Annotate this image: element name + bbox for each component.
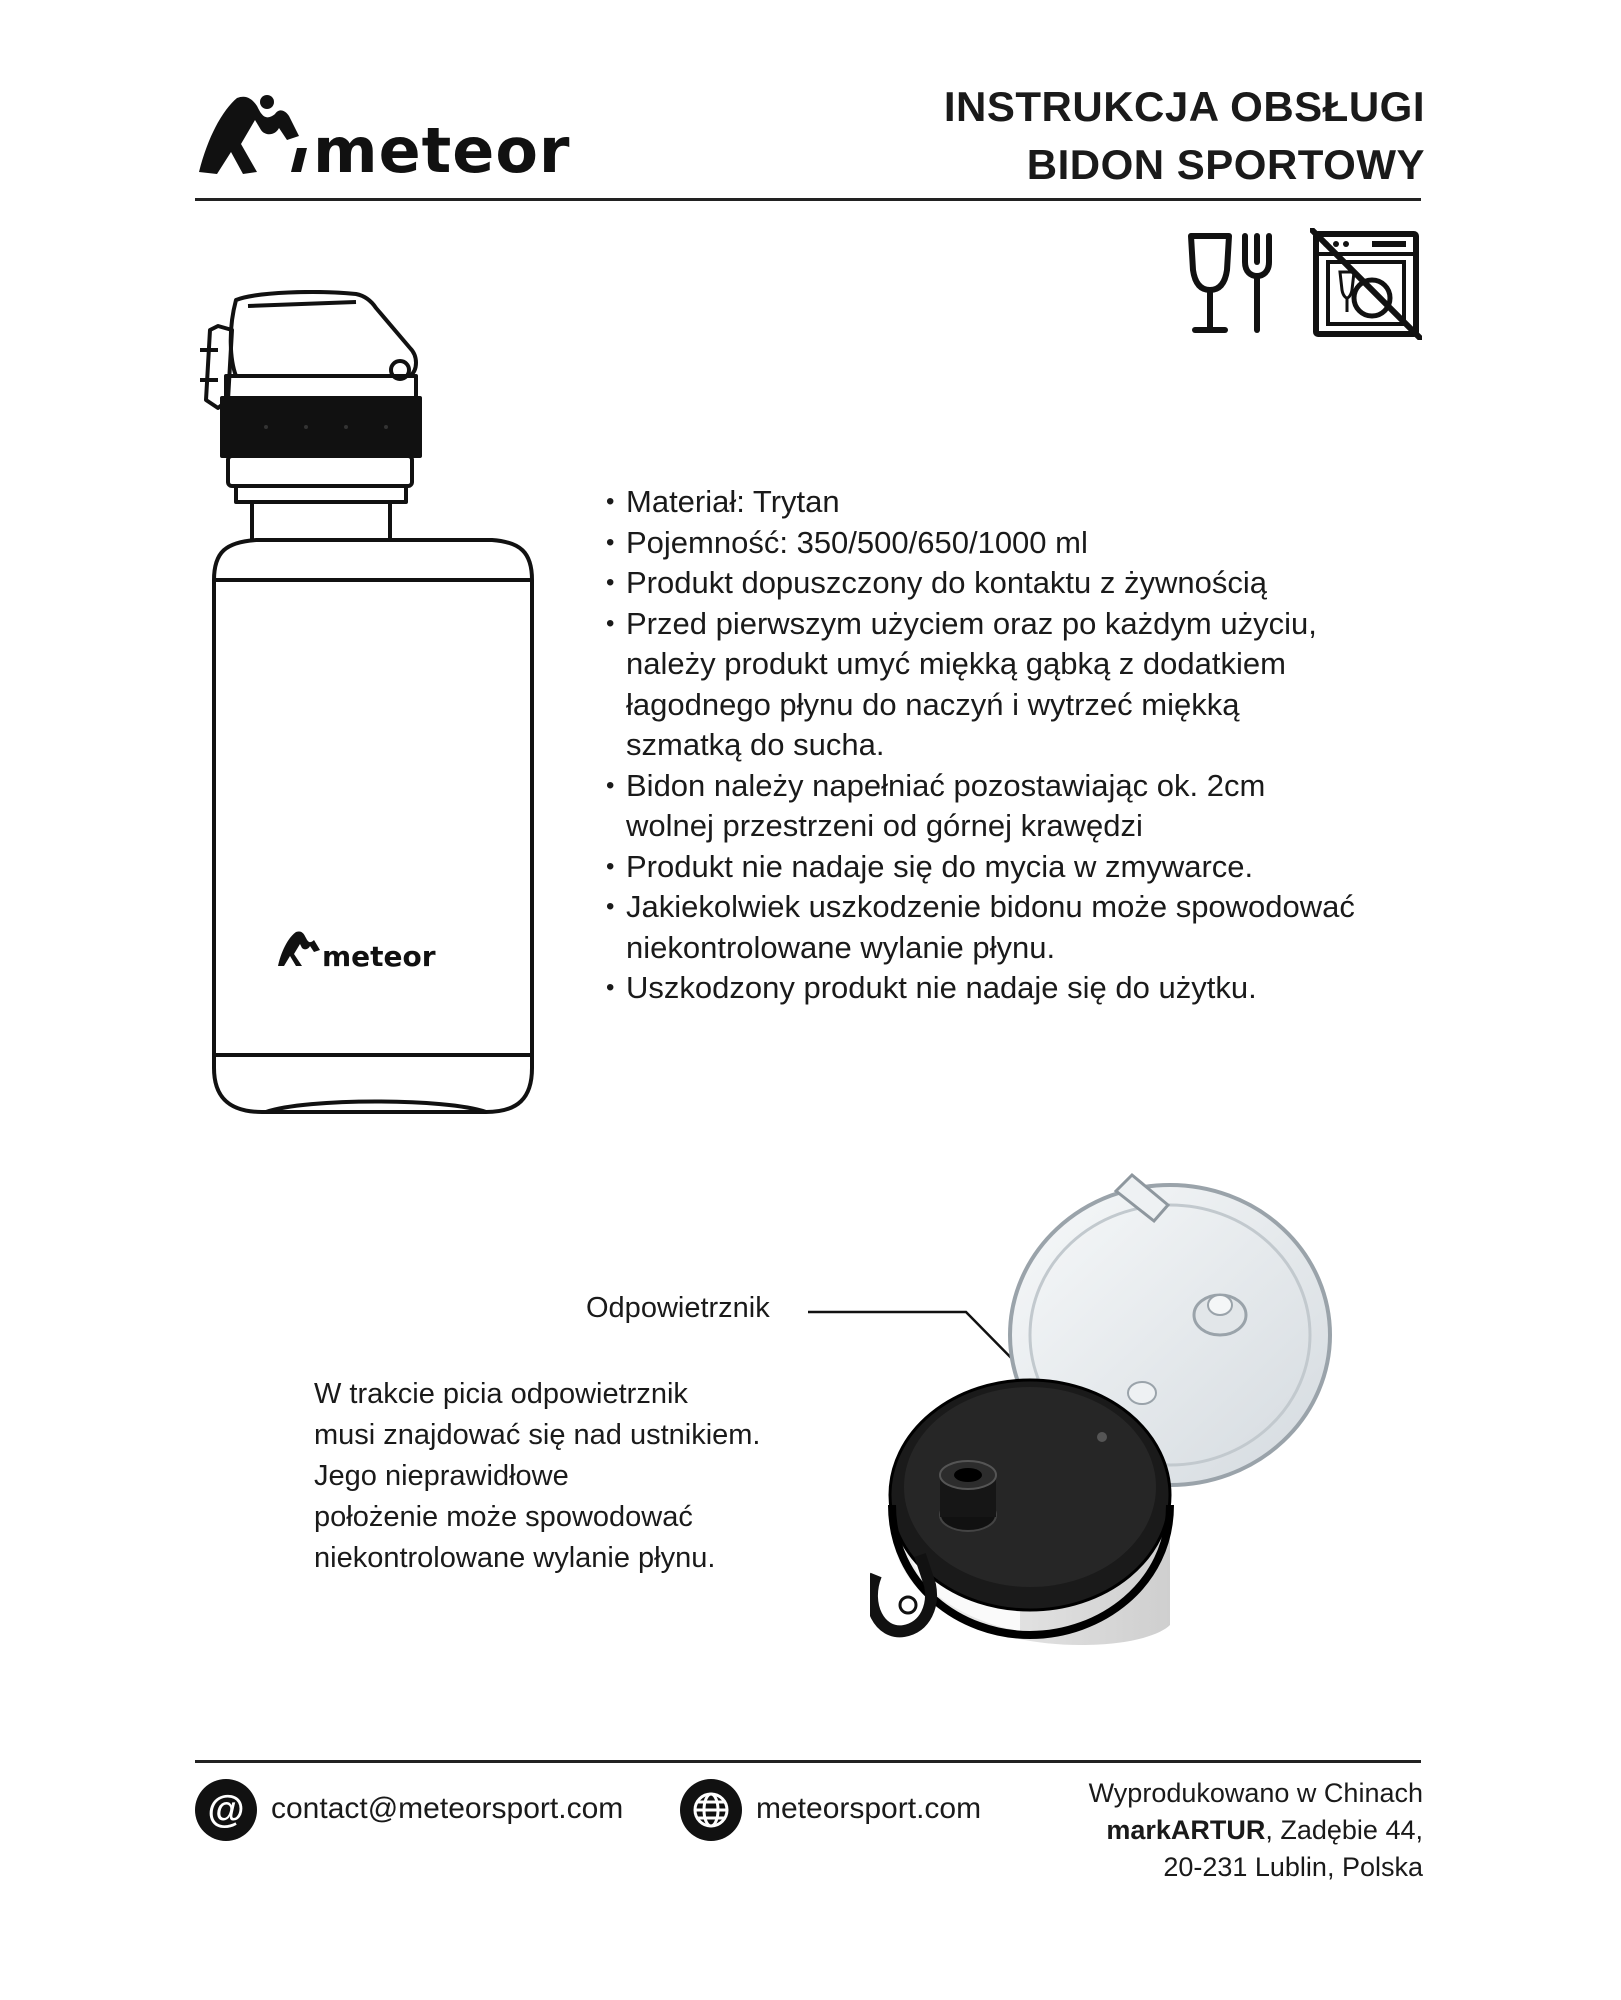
spec-item [606,523,1426,564]
no-dishwasher-icon [1310,228,1422,340]
spec-line: • Uszkodzony produkt nie nadaje się do użytku. [626,970,1257,1005]
company-address-line [1089,1812,1423,1849]
website-link[interactable]: meteorsport.com [756,1792,982,1825]
glass-and-fork-icon [1187,232,1275,336]
bottle-logo-wordmark: meteor [322,940,436,973]
vent-instructions [314,1374,874,1579]
vent-label: Odpowietrznik [586,1292,770,1324]
at-icon: @ [195,1779,257,1841]
spec-item [606,847,1426,888]
spec-line: • Pojemność: 350/500/650/1000 ml [626,524,1088,560]
document-title [944,78,1425,194]
vent-text-line: niekontrolowane wylanie płynu. [314,1542,716,1574]
spec-line: • Bidon należy napełniać pozostawiając ok. 2cm [626,767,1266,803]
title-line-2: BIDON SPORTOWY [1026,141,1425,188]
vent-text-line: położenie może spowodować [314,1501,693,1533]
spec-line: • Materiał: Trytan [626,484,840,519]
spec-line: • Produkt dopuszczony do kontaktu z żywnością [626,565,1268,600]
vent-text-line: Jego nieprawidłowe [314,1460,569,1492]
logo-wordmark: meteor [313,114,571,184]
spec-line: • Przed pierwszym użyciem oraz po każdym użyciu, [626,605,1317,641]
address-line-2: 20-231 Lublin, Polska [1163,1852,1423,1882]
manufacturer-info [1089,1775,1423,1886]
spec-item [606,482,1426,523]
spec-line: wolnej przestrzeni od górnej krawędzi [626,808,1143,843]
made-in: Wyprodukowano w Chinach [1088,1778,1423,1808]
address-line-1: , Zadębie 44, [1265,1815,1423,1845]
spec-item [606,604,1426,766]
globe-icon [680,1779,742,1841]
bottle-cap-illustration [870,1165,1350,1685]
vent-text-line: musi znajdować się nad ustnikiem. [314,1419,761,1451]
company-name: markARTUR [1106,1815,1266,1845]
spec-item [606,563,1426,604]
spec-item [606,887,1426,968]
spec-line: szmatką do sucha. [626,727,885,762]
spec-line: • Jakiekolwiek uszkodzenie bidonu może spowodować [626,889,1355,924]
spec-line: • Produkt nie nadaje się do mycia w zmywarce. [626,848,1254,884]
specification-list [606,482,1426,1009]
title-line-1: INSTRUKCJA OBSŁUGI [943,83,1425,130]
spec-item [606,766,1426,847]
spec-item [606,968,1426,1009]
meteor-logo [195,92,615,184]
spec-line: niekontrolowane wylanie płynu. [626,929,1056,965]
footer-divider [195,1760,1421,1763]
vent-text-line: W trakcie picia odpowietrznik [314,1378,688,1410]
spec-line: łagodnego płynu do naczyń i wytrzeć miękką [626,686,1240,722]
email-link[interactable]: contact@meteorsport.com [271,1792,624,1825]
spec-line: należy produkt umyć miękką gąbką z dodatkiem [626,646,1286,681]
header-divider [195,198,1421,201]
bottle-drawing [196,290,566,1120]
